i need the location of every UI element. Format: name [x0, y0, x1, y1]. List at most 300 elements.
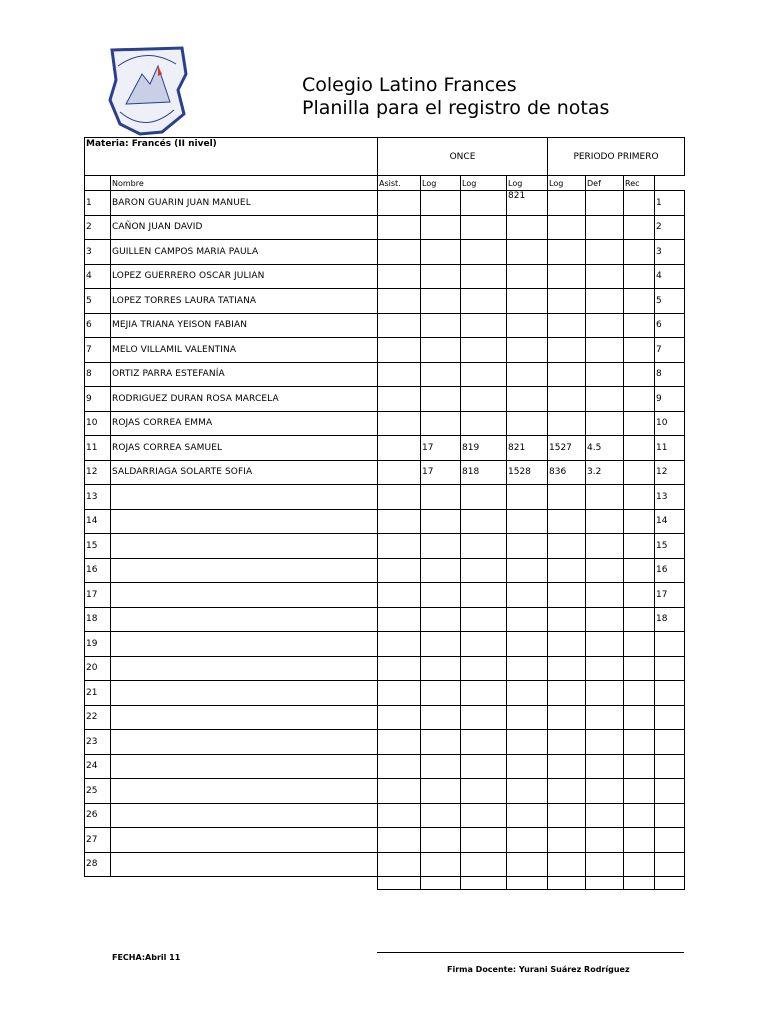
student-name [111, 754, 378, 779]
grades-table [84, 137, 685, 890]
def-cell [586, 583, 624, 608]
asist-cell [378, 607, 421, 632]
log4-cell [548, 313, 586, 338]
student-name [111, 534, 378, 559]
log3-cell [507, 215, 548, 240]
log4-cell [548, 852, 586, 877]
row-number: 2 [85, 215, 111, 240]
asist-cell [378, 313, 421, 338]
log2-cell [461, 632, 507, 657]
row-number-header [85, 176, 111, 191]
log1-cell [421, 852, 461, 877]
row-number-right [655, 852, 685, 877]
def-cell [586, 387, 624, 412]
log2-cell [461, 509, 507, 534]
table-row [85, 828, 685, 853]
row-number-right: 17 [655, 583, 685, 608]
rec-cell [624, 705, 655, 730]
row-number: 16 [85, 558, 111, 583]
teacher-signature: Firma Docente: Yurani Suárez Rodríguez [447, 965, 630, 974]
log2-cell [461, 289, 507, 314]
row-number: 20 [85, 656, 111, 681]
def-cell [586, 289, 624, 314]
student-name: MELO VILLAMIL VALENTINA [111, 338, 378, 363]
row-number: 9 [85, 387, 111, 412]
row-number-right: 10 [655, 411, 685, 436]
asist-cell [378, 191, 421, 216]
student-name: MEJIA TRIANA YEISON FABIAN [111, 313, 378, 338]
log4-cell [548, 191, 586, 216]
row-number: 8 [85, 362, 111, 387]
rec-cell [624, 509, 655, 534]
rec-cell [624, 754, 655, 779]
row-number: 15 [85, 534, 111, 559]
rec-cell [624, 436, 655, 461]
table-row [85, 191, 685, 216]
log4-cell [548, 681, 586, 706]
log2-cell: 819 [461, 436, 507, 461]
log1-cell [421, 411, 461, 436]
student-name [111, 607, 378, 632]
log1-cell [421, 681, 461, 706]
log3-cell [507, 509, 548, 534]
asist-cell [378, 583, 421, 608]
log1-cell [421, 632, 461, 657]
log4-cell [548, 730, 586, 755]
rec-cell [624, 215, 655, 240]
student-name [111, 632, 378, 657]
rec-cell [624, 313, 655, 338]
row-number-right: 7 [655, 338, 685, 363]
row-number: 11 [85, 436, 111, 461]
log3-cell [507, 803, 548, 828]
row-number: 22 [85, 705, 111, 730]
asist-cell [378, 460, 421, 485]
def-cell [586, 607, 624, 632]
rec-cell [624, 338, 655, 363]
table-row [85, 583, 685, 608]
log4-cell [548, 828, 586, 853]
blank-header [655, 176, 685, 191]
log1-cell [421, 607, 461, 632]
school-name: Colegio Latino Frances [302, 74, 517, 96]
log1-cell [421, 754, 461, 779]
row-number: 4 [85, 264, 111, 289]
log2-cell [461, 558, 507, 583]
rec-cell [624, 534, 655, 559]
def-cell [586, 191, 624, 216]
log4-cell [548, 779, 586, 804]
table-row [85, 632, 685, 657]
row-number: 24 [85, 754, 111, 779]
asist-cell [378, 411, 421, 436]
log2-header: Log [461, 176, 507, 191]
def-cell [586, 632, 624, 657]
def-header: Def [586, 176, 624, 191]
log3-cell [507, 681, 548, 706]
log2-cell [461, 803, 507, 828]
table-row [85, 313, 685, 338]
log4-cell [548, 338, 586, 363]
log2-cell [461, 852, 507, 877]
log3-header: Log [507, 176, 548, 191]
row-number: 6 [85, 313, 111, 338]
log1-cell [421, 705, 461, 730]
log1-cell [421, 387, 461, 412]
log1-cell [421, 656, 461, 681]
row-number: 27 [85, 828, 111, 853]
row-number-right [655, 803, 685, 828]
student-name [111, 485, 378, 510]
log1-cell [421, 362, 461, 387]
log2-cell: 818 [461, 460, 507, 485]
asist-cell [378, 681, 421, 706]
log2-cell [461, 240, 507, 265]
log2-cell [461, 730, 507, 755]
asist-cell [378, 215, 421, 240]
log4-cell: 836 [548, 460, 586, 485]
log4-cell [548, 754, 586, 779]
rec-cell [624, 828, 655, 853]
log1-cell [421, 289, 461, 314]
student-name [111, 779, 378, 804]
row-number: 13 [85, 485, 111, 510]
def-cell: 3.2 [586, 460, 624, 485]
rec-cell [624, 779, 655, 804]
log4-cell [548, 632, 586, 657]
row-number-right: 11 [655, 436, 685, 461]
asist-header: Asist. [378, 176, 421, 191]
asist-cell [378, 264, 421, 289]
row-number-right: 16 [655, 558, 685, 583]
row-number-right [655, 730, 685, 755]
rec-cell [624, 411, 655, 436]
row-number-right: 18 [655, 607, 685, 632]
student-name [111, 730, 378, 755]
total-cell [624, 877, 655, 890]
def-cell [586, 411, 624, 436]
def-cell [586, 779, 624, 804]
log4-cell [548, 215, 586, 240]
row-number-right: 9 [655, 387, 685, 412]
log1-cell [421, 730, 461, 755]
table-row [85, 240, 685, 265]
rec-cell [624, 264, 655, 289]
log2-cell [461, 705, 507, 730]
row-number-right [655, 705, 685, 730]
asist-cell [378, 656, 421, 681]
log1-cell [421, 583, 461, 608]
log4-cell: 1527 [548, 436, 586, 461]
row-number: 26 [85, 803, 111, 828]
row-number: 25 [85, 779, 111, 804]
row-number-right [655, 754, 685, 779]
student-name: ROJAS CORREA SAMUEL [111, 436, 378, 461]
table-row [85, 852, 685, 877]
rec-cell [624, 485, 655, 510]
rec-cell [624, 387, 655, 412]
row-number-right [655, 779, 685, 804]
row-number-right: 6 [655, 313, 685, 338]
log3-cell [507, 387, 548, 412]
asist-cell [378, 240, 421, 265]
rec-cell [624, 460, 655, 485]
log4-cell [548, 411, 586, 436]
log1-cell [421, 264, 461, 289]
log1-cell [421, 509, 461, 534]
def-cell [586, 534, 624, 559]
log3-cell [507, 289, 548, 314]
asist-cell [378, 558, 421, 583]
log2-cell [461, 313, 507, 338]
total-cell [548, 877, 586, 890]
row-number-right: 3 [655, 240, 685, 265]
log2-cell [461, 338, 507, 363]
log2-cell [461, 264, 507, 289]
log3-cell [507, 534, 548, 559]
log1-cell [421, 534, 461, 559]
log3-cell [507, 485, 548, 510]
rec-cell [624, 656, 655, 681]
student-name: BARON GUARIN JUAN MANUEL [111, 191, 378, 216]
row-number: 21 [85, 681, 111, 706]
rec-cell [624, 558, 655, 583]
log1-cell [421, 779, 461, 804]
total-cell [421, 877, 461, 890]
student-name [111, 705, 378, 730]
row-number-right: 13 [655, 485, 685, 510]
document-title [302, 74, 609, 120]
log4-cell [548, 362, 586, 387]
row-number: 17 [85, 583, 111, 608]
log4-cell [548, 534, 586, 559]
row-number: 10 [85, 411, 111, 436]
asist-cell [378, 730, 421, 755]
asist-cell [378, 803, 421, 828]
table-row [85, 607, 685, 632]
log2-cell [461, 534, 507, 559]
table-row [85, 460, 685, 485]
table-row [85, 215, 685, 240]
row-number: 19 [85, 632, 111, 657]
log3-cell [507, 240, 548, 265]
rec-cell [624, 583, 655, 608]
log4-cell [548, 264, 586, 289]
asist-cell [378, 436, 421, 461]
row-number: 5 [85, 289, 111, 314]
log2-cell [461, 656, 507, 681]
table-row [85, 803, 685, 828]
log3-cell: 821 [507, 436, 548, 461]
log4-cell [548, 387, 586, 412]
asist-cell [378, 289, 421, 314]
log4-cell [548, 485, 586, 510]
student-name [111, 583, 378, 608]
log1-cell [421, 803, 461, 828]
asist-cell [378, 509, 421, 534]
total-cell [586, 877, 624, 890]
table-row [85, 338, 685, 363]
rec-header: Rec [624, 176, 655, 191]
row-number: 1 [85, 191, 111, 216]
rec-cell [624, 632, 655, 657]
student-name [111, 803, 378, 828]
student-name: GUILLEN CAMPOS MARIA PAULA [111, 240, 378, 265]
log4-cell [548, 803, 586, 828]
log2-cell [461, 191, 507, 216]
def-cell [586, 485, 624, 510]
student-name: LOPEZ TORRES LAURA TATIANA [111, 289, 378, 314]
log1-cell: 17 [421, 436, 461, 461]
log3-cell: 1528 [507, 460, 548, 485]
def-cell [586, 681, 624, 706]
student-name: SALDARRIAGA SOLARTE SOFIA [111, 460, 378, 485]
def-cell [586, 754, 624, 779]
log3-cell [507, 607, 548, 632]
log4-cell [548, 558, 586, 583]
row-number: 28 [85, 852, 111, 877]
student-name [111, 828, 378, 853]
rec-cell [624, 362, 655, 387]
row-number-right [655, 632, 685, 657]
total-cell [655, 877, 685, 890]
student-name [111, 558, 378, 583]
row-number: 3 [85, 240, 111, 265]
log4-header: Log [548, 176, 586, 191]
log1-cell: 17 [421, 460, 461, 485]
log2-cell [461, 411, 507, 436]
student-name [111, 656, 378, 681]
log1-header: Log [421, 176, 461, 191]
def-cell [586, 705, 624, 730]
def-cell [586, 362, 624, 387]
row-number-right: 5 [655, 289, 685, 314]
asist-cell [378, 632, 421, 657]
asist-cell [378, 828, 421, 853]
def-cell [586, 313, 624, 338]
log3-cell [507, 754, 548, 779]
log4-cell [548, 240, 586, 265]
student-name: ROJAS CORREA EMMA [111, 411, 378, 436]
row-number-right: 2 [655, 215, 685, 240]
table-row [85, 411, 685, 436]
def-cell [586, 240, 624, 265]
log2-cell [461, 215, 507, 240]
student-name [111, 852, 378, 877]
def-cell [586, 828, 624, 853]
period-label: PERIODO PRIMERO [548, 138, 685, 176]
def-cell [586, 509, 624, 534]
table-row [85, 264, 685, 289]
asist-cell [378, 754, 421, 779]
row-number-right [655, 656, 685, 681]
row-number-right: 14 [655, 509, 685, 534]
log3-cell [507, 338, 548, 363]
table-row [85, 509, 685, 534]
log1-cell [421, 828, 461, 853]
rec-cell [624, 730, 655, 755]
asist-cell [378, 387, 421, 412]
def-cell [586, 730, 624, 755]
rec-cell [624, 240, 655, 265]
row-number: 12 [85, 460, 111, 485]
form-subtitle: Planilla para el registro de notas [302, 97, 610, 119]
date-label: FECHA:Abril 11 [112, 953, 181, 962]
signature-line [377, 952, 684, 953]
log4-cell [548, 607, 586, 632]
log3-cell [507, 656, 548, 681]
log4-cell [548, 509, 586, 534]
rec-cell [624, 681, 655, 706]
row-number: 23 [85, 730, 111, 755]
log1-cell [421, 338, 461, 363]
def-cell [586, 338, 624, 363]
log3-cell [507, 264, 548, 289]
log2-cell [461, 485, 507, 510]
asist-cell [378, 534, 421, 559]
log3-cell: 821 [507, 191, 548, 216]
table-row [85, 534, 685, 559]
log3-cell [507, 705, 548, 730]
log2-cell [461, 779, 507, 804]
table-row [85, 656, 685, 681]
log1-cell [421, 558, 461, 583]
rec-cell [624, 289, 655, 314]
student-name [111, 509, 378, 534]
row-number-right [655, 681, 685, 706]
log3-cell [507, 583, 548, 608]
student-name: ORTIZ PARRA ESTEFANÍA [111, 362, 378, 387]
log4-cell [548, 289, 586, 314]
total-cell [461, 877, 507, 890]
student-rows [85, 191, 685, 877]
log2-cell [461, 828, 507, 853]
log3-cell [507, 852, 548, 877]
rec-cell [624, 191, 655, 216]
total-cell [378, 877, 421, 890]
asist-cell [378, 362, 421, 387]
log3-cell [507, 411, 548, 436]
asist-cell [378, 705, 421, 730]
rec-cell [624, 852, 655, 877]
asist-cell [378, 485, 421, 510]
row-number-right: 12 [655, 460, 685, 485]
row-number-right: 8 [655, 362, 685, 387]
rec-cell [624, 607, 655, 632]
def-cell [586, 803, 624, 828]
row-number: 14 [85, 509, 111, 534]
log3-cell [507, 632, 548, 657]
log2-cell [461, 754, 507, 779]
row-number: 18 [85, 607, 111, 632]
table-row [85, 705, 685, 730]
grade-label: ONCE [378, 138, 548, 176]
log2-cell [461, 607, 507, 632]
table-row [85, 289, 685, 314]
row-number: 7 [85, 338, 111, 363]
def-cell [586, 852, 624, 877]
log3-cell [507, 362, 548, 387]
log4-cell [548, 705, 586, 730]
log3-cell [507, 558, 548, 583]
table-row [85, 681, 685, 706]
student-name: CAÑON JUAN DAVID [111, 215, 378, 240]
table-row [85, 754, 685, 779]
def-cell [586, 558, 624, 583]
def-cell [586, 215, 624, 240]
school-logo [106, 44, 188, 136]
log3-cell [507, 730, 548, 755]
